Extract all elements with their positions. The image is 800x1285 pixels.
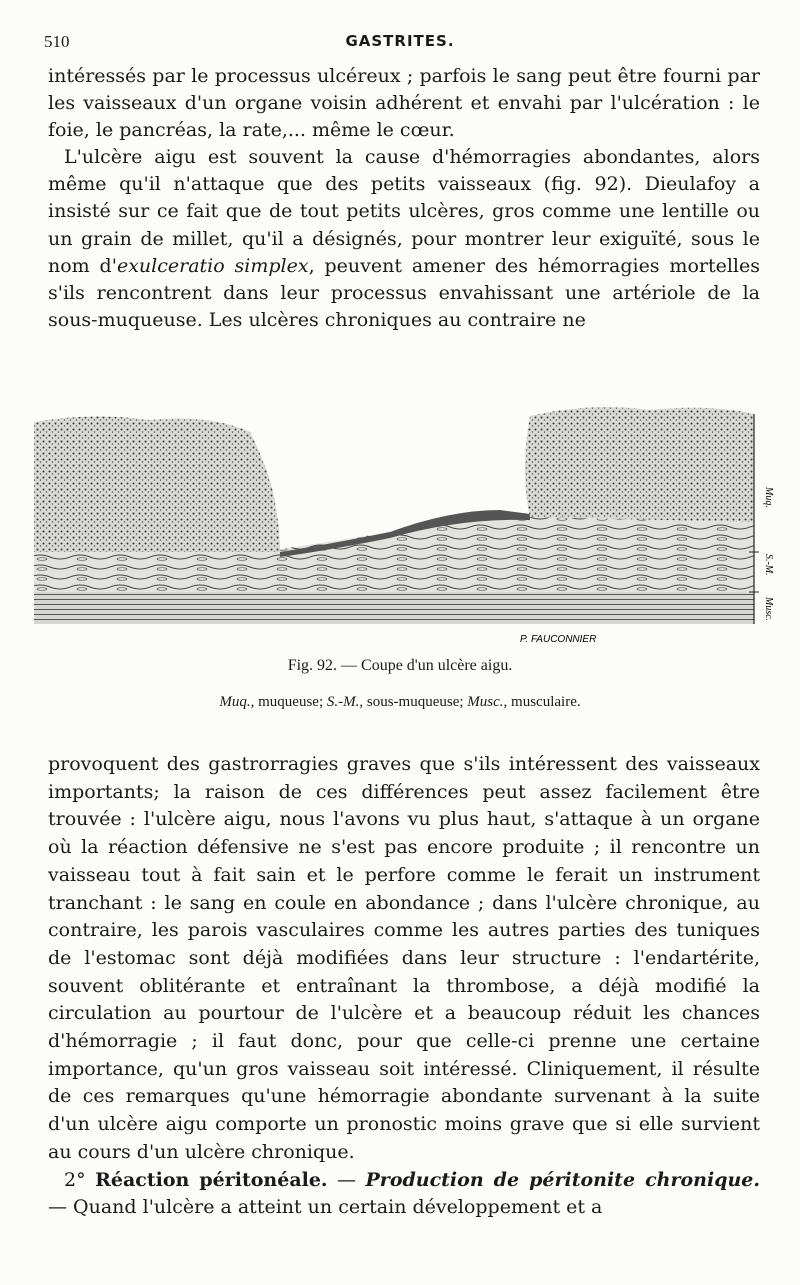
mucosa-left	[34, 416, 280, 552]
section-subtitle: Production de péritonite chronique.	[365, 1168, 760, 1191]
artist-signature: P. FAUCONNIER	[520, 634, 597, 645]
label-sm: S.-M.	[763, 554, 774, 576]
figure-legend	[0, 694, 800, 711]
legend-text: , muqueuse;	[250, 694, 327, 710]
section-dash: —	[327, 1168, 366, 1191]
legend-abbr: Musc.	[467, 694, 504, 710]
figure-caption: Fig. 92. — Coupe d'un ulcère aigu.	[287, 657, 513, 674]
paragraph-text: L'ulcère aigu est souvent la cause d'hémorragies abondantes, alors même qu'il n'attaque que des petits vaisseaux (fig. 92). Dieulafoy a insisté sur ce fait que de tout petits ulcères, gros comme une lentille ou un grain de millet, qu'il a désignés, pour montrer leur exiguïté, sous le nom d'	[48, 146, 760, 277]
legend-text: , musculaire.	[503, 694, 581, 710]
figure-ulcer-section	[30, 392, 774, 652]
section-number: 2°	[64, 1168, 86, 1191]
ulcer-illustration	[30, 392, 774, 652]
top-text-block	[48, 63, 760, 334]
legend-text: , sous-muqueuse;	[359, 694, 468, 710]
label-musc: Musc.	[763, 597, 774, 622]
section-heading: Réaction péritonéale.	[95, 1168, 328, 1191]
mucosa-right	[525, 407, 754, 522]
paragraph	[48, 144, 760, 334]
section-paragraph	[48, 1167, 760, 1222]
page-number: 510	[44, 32, 70, 51]
latin-term: exulceratio simplex	[116, 254, 309, 277]
legend-abbr: Muq.	[219, 694, 251, 710]
section-text: — Quand l'ulcère a atteint un certain développement et a	[48, 1196, 603, 1219]
bottom-text-block	[48, 751, 760, 1222]
running-title: GASTRITES.	[345, 32, 455, 50]
label-muq: Muq.	[763, 487, 774, 508]
paragraph: provoquent des gastrorragies graves que s'ils intéressent des vaisseaux importants; la raison de ces différences peut assez facilement être trouvée : l'ulcère aigu, nous l'avons vu plus haut, s'attaque à un organe où la réaction défensive ne s'est pas encore produite ; il rencontre un vaisseau tout à fait sain et le perfore comme le ferait un instrument tranchant : le sang en coule en abondance ; dans l'ulcère chronique, au contraire, les parois vasculaires comme les autres parties des tuniques de l'estomac sont déjà modifiées dans leur structure : l'endartérite, souvent oblitérante et entraînant la thrombose, a déjà modifié la circulation au pourtour de l'ulcère et a beaucoup réduit les chances d'hémorragie ; il faut donc, pour que celle-ci prenne une certaine importance, qu'un gros vaisseau soit intéressé. Cliniquement, il résulte de ces remarques qu'une hémorragie abondante survenant à la suite d'un ulcère aigu comporte un pronostic moins grave que si elle survient au cours d'un ulcère chronique.	[48, 753, 760, 1163]
muscularis-layer	[34, 592, 754, 624]
paragraph: intéressés par le processus ulcéreux ; parfois le sang peut être fourni par les vaisseaux d'un organe voisin adhérent et envahi par l'ulcération : le foie, le pancréas, la rate,... même le cœur.	[48, 65, 760, 142]
paragraph-text: , peuvent amener des hémorragies mortelles s'ils rencontrent dans leur processus envahissant une artériole de la sous-muqueuse. Les ulcères chroniques au contraire ne	[48, 254, 760, 331]
legend-abbr: S.-M.	[326, 694, 360, 710]
